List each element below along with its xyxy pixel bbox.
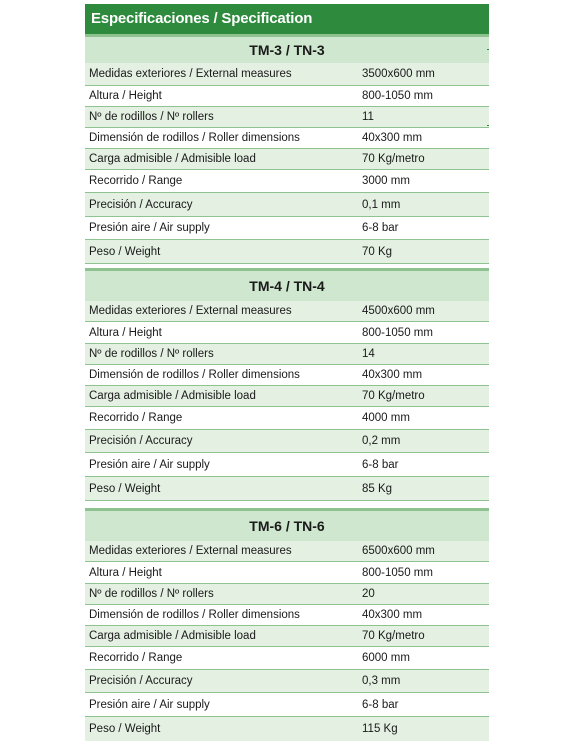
section-tm6	[85, 508, 489, 741]
row-value: 40x300 mm	[362, 609, 423, 621]
section-tm3	[85, 34, 489, 264]
table-row	[85, 717, 489, 741]
row-value: 3500x600 mm	[362, 68, 435, 80]
row-label: Carga admisible / Admisible load	[89, 630, 256, 642]
row-label: Presión aire / Air supply	[89, 698, 210, 711]
row-label: Carga admisible / Admisible load	[89, 153, 256, 165]
row-value: 0,2 mm	[362, 435, 401, 447]
table-row	[85, 647, 489, 670]
row-label: Peso / Weight	[89, 723, 161, 735]
row-value: 70 Kg/metro	[362, 390, 425, 402]
row-label: Dimensión de rodillos / Roller dimensions	[89, 609, 300, 621]
specification-table	[85, 4, 489, 741]
row-label: Recorrido / Range	[89, 175, 183, 187]
table-row	[85, 626, 489, 647]
row-value: 70 Kg/metro	[362, 153, 425, 165]
table-row	[85, 693, 489, 717]
row-value: 800-1050 mm	[362, 326, 433, 339]
table-row	[85, 605, 489, 626]
table-row	[85, 217, 489, 240]
row-value: 85 Kg	[362, 482, 393, 495]
table-row	[85, 430, 489, 453]
table-row	[85, 170, 489, 193]
row-value: 70 Kg/metro	[362, 630, 425, 642]
table-row	[85, 128, 489, 149]
table-row	[85, 63, 489, 86]
edge-tick-mark	[487, 125, 489, 126]
row-label: Recorrido / Range	[89, 652, 183, 664]
row-label: Altura / Height	[89, 326, 162, 339]
table-row	[85, 541, 489, 562]
row-value: 115 Kg	[362, 723, 398, 735]
row-label: Presión aire / Air supply	[89, 222, 210, 234]
row-label: Altura / Height	[89, 90, 162, 102]
row-label: Precisión / Accuracy	[89, 675, 193, 687]
row-value: 6500x600 mm	[362, 545, 435, 557]
row-value: 4000 mm	[362, 412, 410, 424]
table-row	[85, 301, 489, 322]
model-header: TM-4 / TN-4	[85, 268, 489, 301]
table-row	[85, 670, 489, 693]
row-label: Dimensión de rodillos / Roller dimensions	[89, 132, 300, 144]
table-row	[85, 344, 489, 365]
edge-tick-mark	[487, 49, 489, 50]
row-label: Medidas exteriores / External measures	[89, 305, 292, 317]
table-row	[85, 407, 489, 430]
row-label: Peso / Weight	[89, 482, 161, 495]
table-row	[85, 386, 489, 407]
row-label: Recorrido / Range	[89, 412, 183, 424]
row-value: 20	[362, 588, 375, 600]
row-value: 11	[362, 111, 374, 123]
row-value: 14	[362, 348, 375, 360]
table-row	[85, 584, 489, 605]
table-row	[85, 149, 489, 170]
row-value: 40x300 mm	[362, 132, 423, 144]
row-value: 70 Kg	[362, 245, 393, 258]
row-label: Carga admisible / Admisible load	[89, 390, 256, 402]
row-label: Nº de rodillos / Nº rollers	[89, 348, 214, 360]
row-value: 0,1 mm	[362, 198, 401, 211]
row-label: Peso / Weight	[89, 245, 161, 258]
specification-title: Especificaciones / Specification	[85, 4, 489, 34]
table-row	[85, 453, 489, 477]
row-value: 6-8 bar	[362, 458, 399, 471]
row-label: Nº de rodillos / Nº rollers	[89, 111, 214, 123]
row-label: Medidas exteriores / External measures	[89, 68, 292, 80]
row-label: Dimensión de rodillos / Roller dimensions	[89, 369, 300, 381]
table-row	[85, 193, 489, 217]
row-label: Presión aire / Air supply	[89, 458, 210, 471]
table-row	[85, 240, 489, 264]
row-label: Medidas exteriores / External measures	[89, 545, 292, 557]
model-header: TM-6 / TN-6	[85, 508, 489, 541]
row-value: 40x300 mm	[362, 369, 423, 381]
table-row	[85, 107, 489, 128]
table-row	[85, 477, 489, 501]
row-value: 3000 mm	[362, 175, 410, 187]
table-row	[85, 322, 489, 344]
table-row	[85, 365, 489, 386]
row-label: Precisión / Accuracy	[89, 435, 193, 447]
row-label: Nº de rodillos / Nº rollers	[89, 588, 214, 600]
row-value: 800-1050 mm	[362, 566, 433, 579]
table-row	[85, 562, 489, 584]
row-value: 800-1050 mm	[362, 90, 433, 102]
row-value: 4500x600 mm	[362, 305, 435, 317]
row-value: 6000 mm	[362, 652, 410, 664]
row-value: 0,3 mm	[362, 675, 401, 687]
section-tm4	[85, 268, 489, 501]
row-value: 6-8 bar	[362, 698, 399, 711]
model-header: TM-3 / TN-3	[85, 34, 489, 63]
table-row	[85, 86, 489, 107]
row-label: Altura / Height	[89, 566, 162, 579]
row-label: Precisión / Accuracy	[89, 198, 193, 211]
row-value: 6-8 bar	[362, 222, 399, 234]
